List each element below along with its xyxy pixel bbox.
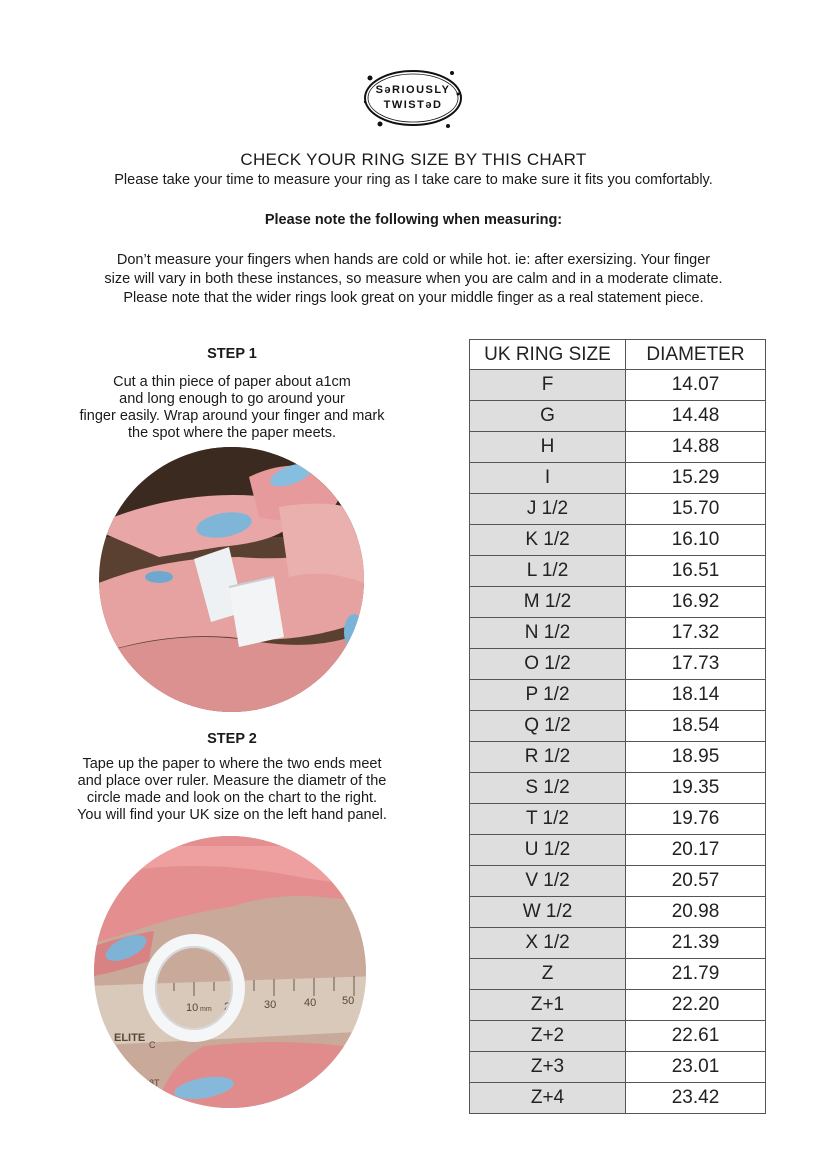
uk-size-cell: Z+1	[470, 990, 626, 1021]
ruler-label: mm	[200, 1006, 212, 1013]
paper-ring-on-ruler-image	[94, 836, 366, 1108]
table-row	[470, 370, 766, 401]
table-row	[470, 711, 766, 742]
step-2-title: STEP 2	[207, 731, 257, 747]
uk-size-cell: I	[470, 463, 626, 494]
table-row	[470, 928, 766, 959]
uk-size-cell: X 1/2	[470, 928, 626, 959]
diameter-cell: 14.88	[626, 432, 766, 463]
page-subtitle: Please take your time to measure your ring as I take care to make sure it fits you comfortably.	[114, 172, 713, 188]
diameter-cell: 15.70	[626, 494, 766, 525]
step-2-line: Tape up the paper to where the two ends meet	[82, 756, 382, 772]
diameter-cell: 22.20	[626, 990, 766, 1021]
table-row	[470, 649, 766, 680]
hand-wrapping-paper-image	[99, 447, 364, 712]
step-1-instructions	[50, 374, 414, 442]
uk-size-cell: G	[470, 401, 626, 432]
ruler-code: C	[149, 1040, 156, 1050]
diameter-cell: 21.39	[626, 928, 766, 959]
uk-size-cell: V 1/2	[470, 866, 626, 897]
diameter-cell: 18.54	[626, 711, 766, 742]
table-row	[470, 897, 766, 928]
logo-text-bottom: TWISTəD	[383, 99, 443, 111]
step-2-line: circle made and look on the chart to the right.	[86, 790, 378, 806]
table-row	[470, 742, 766, 773]
diameter-cell: 19.76	[626, 804, 766, 835]
diameter-cell: 16.92	[626, 587, 766, 618]
table-row	[470, 773, 766, 804]
uk-size-cell: K 1/2	[470, 525, 626, 556]
table-row	[470, 494, 766, 525]
ruler-label: 10	[186, 1002, 199, 1014]
diameter-cell: 17.32	[626, 618, 766, 649]
brand-logo	[360, 64, 466, 132]
diameter-cell: 14.07	[626, 370, 766, 401]
step-1-line: Cut a thin piece of paper about a1cm	[113, 374, 351, 390]
diameter-cell: 18.14	[626, 680, 766, 711]
uk-size-cell: Q 1/2	[470, 711, 626, 742]
notes-line: Please note that the wider rings look great on your middle finger as a real statement piece.	[123, 290, 704, 306]
header-uk-ring-size: UK RING SIZE	[470, 340, 626, 370]
ruler-corner-text: 08T	[144, 1078, 160, 1088]
step-2-instructions	[50, 756, 414, 824]
uk-size-cell: Z+4	[470, 1083, 626, 1114]
logo-text-top: SəRIOUSLY	[375, 84, 451, 96]
table-row	[470, 463, 766, 494]
uk-size-cell: R 1/2	[470, 742, 626, 773]
step-2-line: You will find your UK size on the left hand panel.	[77, 807, 387, 823]
ring-size-table	[469, 339, 766, 1114]
header-diameter: DIAMETER	[626, 340, 766, 370]
step-1-line: finger easily. Wrap around your finger and mark	[79, 408, 385, 424]
page-title: CHECK YOUR RING SIZE BY THIS CHART	[240, 150, 587, 169]
diameter-cell: 22.61	[626, 1021, 766, 1052]
diameter-cell: 16.10	[626, 525, 766, 556]
step-1-title: STEP 1	[207, 346, 257, 362]
table-body	[470, 370, 766, 1114]
table-header-row	[470, 340, 766, 370]
notes-body	[50, 251, 777, 308]
table-row	[470, 525, 766, 556]
uk-size-cell: F	[470, 370, 626, 401]
step-2-photo	[94, 836, 366, 1108]
diameter-cell: 15.29	[626, 463, 766, 494]
table-row	[470, 401, 766, 432]
diameter-cell: 20.57	[626, 866, 766, 897]
uk-size-cell: Z+3	[470, 1052, 626, 1083]
uk-size-cell: O 1/2	[470, 649, 626, 680]
uk-size-cell: H	[470, 432, 626, 463]
table-row	[470, 959, 766, 990]
table-row	[470, 1021, 766, 1052]
ruler-label: 30	[264, 999, 277, 1011]
ruler-label: 40	[304, 997, 317, 1009]
diameter-cell: 14.48	[626, 401, 766, 432]
uk-size-cell: W 1/2	[470, 897, 626, 928]
diameter-cell: 18.95	[626, 742, 766, 773]
table-row	[470, 432, 766, 463]
table-row	[470, 866, 766, 897]
uk-size-cell: M 1/2	[470, 587, 626, 618]
step-1-line: the spot where the paper meets.	[128, 425, 336, 441]
diameter-cell: 19.35	[626, 773, 766, 804]
notes-heading: Please note the following when measuring:	[264, 212, 563, 228]
uk-size-cell: J 1/2	[470, 494, 626, 525]
table-row	[470, 680, 766, 711]
uk-size-cell: L 1/2	[470, 556, 626, 587]
uk-size-cell: U 1/2	[470, 835, 626, 866]
diameter-cell: 20.98	[626, 897, 766, 928]
uk-size-cell: Z	[470, 959, 626, 990]
table-row	[470, 587, 766, 618]
step-1-line: and long enough to go around your	[119, 391, 345, 407]
diameter-cell: 20.17	[626, 835, 766, 866]
table-row	[470, 990, 766, 1021]
ruler-brand: ELITE	[114, 1032, 146, 1044]
logo-ellipse-icon	[360, 64, 466, 132]
notes-line: Don’t measure your fingers when hands are cold or while hot. ie: after exersizing. Your finger	[116, 252, 711, 268]
uk-size-cell: S 1/2	[470, 773, 626, 804]
uk-size-cell: N 1/2	[470, 618, 626, 649]
uk-size-cell: T 1/2	[470, 804, 626, 835]
diameter-cell: 17.73	[626, 649, 766, 680]
diameter-cell: 23.42	[626, 1083, 766, 1114]
ruler-label: 50	[342, 995, 355, 1007]
table-row	[470, 556, 766, 587]
step-1-photo	[99, 447, 364, 712]
table-row	[470, 618, 766, 649]
diameter-cell: 21.79	[626, 959, 766, 990]
step-2-line: and place over ruler. Measure the diametr of the	[77, 773, 387, 789]
uk-size-cell: P 1/2	[470, 680, 626, 711]
table-row	[470, 1083, 766, 1114]
notes-line: size will vary in both these instances, so measure when you are calm and in a moderate climate.	[104, 271, 723, 287]
table-row	[470, 804, 766, 835]
ruler-label: 20	[224, 1001, 237, 1013]
uk-size-cell: Z+2	[470, 1021, 626, 1052]
table-row	[470, 1052, 766, 1083]
table-row	[470, 835, 766, 866]
diameter-cell: 16.51	[626, 556, 766, 587]
diameter-cell: 23.01	[626, 1052, 766, 1083]
